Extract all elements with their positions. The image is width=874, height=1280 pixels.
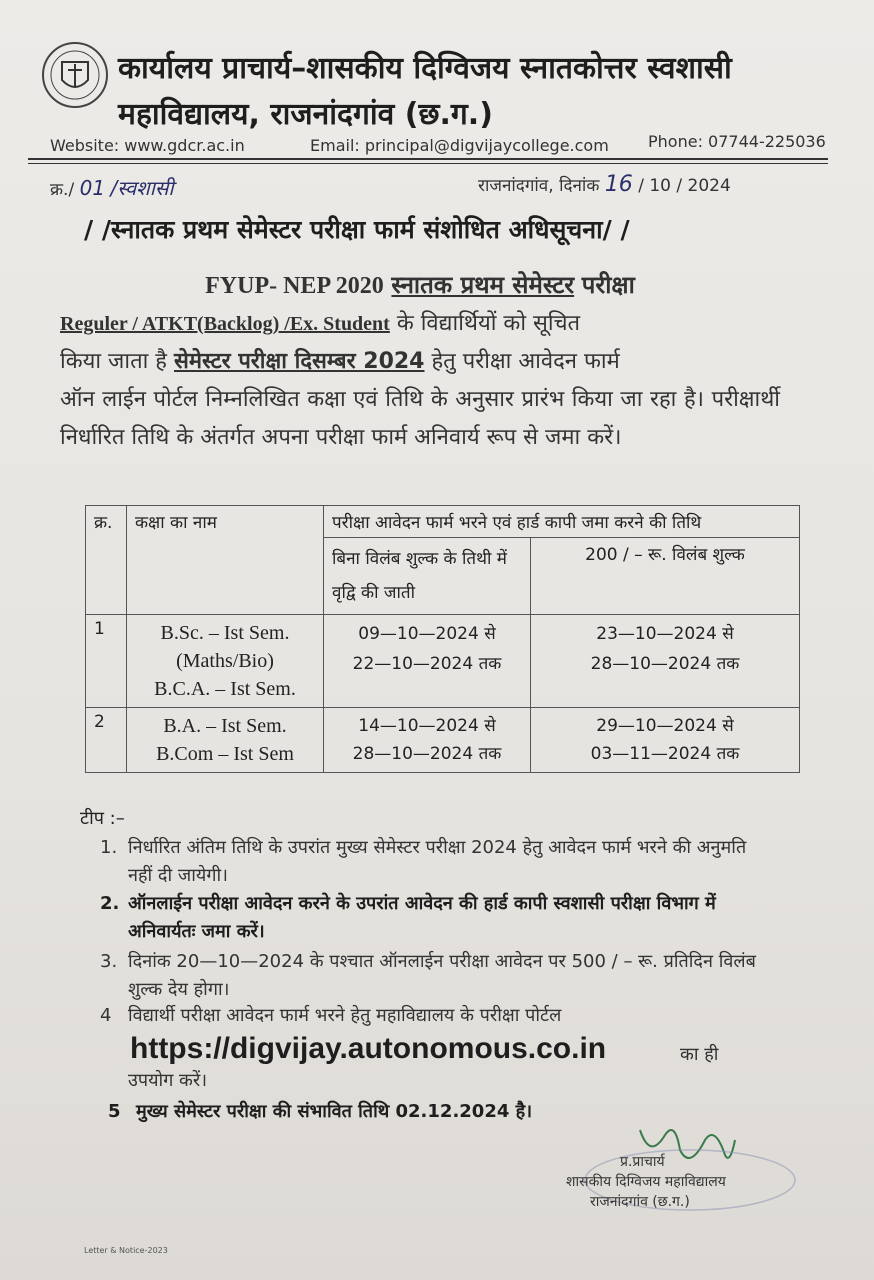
header-late-fee: 200 / – रू. विलंब शुल्क [531, 538, 800, 615]
row1-late-fee-from: 23—10—2024 से [596, 624, 734, 644]
tips-heading: टीप :– [80, 808, 125, 829]
row2-class-line: B.A. – Ist Sem. [163, 715, 287, 737]
tip-text: मुख्य सेमेस्टर परीक्षा की संभावित तिथि 02.12.2024 है। [136, 1101, 533, 1122]
row2-no-fee-to: 28—10—2024 तक [352, 744, 502, 764]
header-rule [28, 158, 828, 160]
row1-sno: 1 [86, 615, 127, 708]
row1-class-line: (Maths/Bio) [176, 650, 274, 672]
row2-sno: 2 [86, 708, 127, 773]
tip-item [100, 1002, 770, 1030]
row2-no-fee [324, 708, 531, 773]
office-title [118, 46, 838, 138]
tip-text: विद्यार्थी परीक्षा आवेदन फार्म भरने हेतु महाविद्यालय के परीक्षा पोर्टल [128, 1005, 562, 1026]
issue-date [478, 172, 731, 197]
header-dates: परीक्षा आवेदन फार्म भरने एवं हार्ड कापी जमा करने की तिथि [324, 506, 800, 538]
email-text: Email: principal@digvijaycollege.com [310, 136, 609, 155]
row2-late-fee-from: 29—10—2024 से [596, 716, 734, 736]
row1-no-fee-to: 22—10—2024 तक [352, 654, 502, 674]
table-row [86, 708, 800, 773]
tip-text: निर्धारित अंतिम तिथि के उपरांत मुख्य सेमेस्टर परीक्षा 2024 हेतु आवेदन फार्म भरने की अनुमति नहीं दी जायेगी। [128, 837, 747, 886]
tip-item [100, 890, 770, 946]
ref-prefix: क्र./ [50, 180, 75, 200]
row1-late-fee-to: 28—10—2024 तक [590, 654, 740, 674]
tip-number: 5 [108, 1101, 121, 1122]
row1-no-fee-from: 09—10—2024 से [358, 624, 496, 644]
body-program: FYUP- NEP 2020 [205, 273, 384, 299]
reference-number [50, 174, 174, 201]
row1-class-line: B.C.A. – Ist Sem. [154, 678, 296, 700]
college-emblem-icon [40, 40, 110, 110]
row2-late-fee-to: 03—11—2024 तक [590, 744, 740, 764]
header-class: कक्षा का नाम [127, 506, 324, 615]
phone-text: Phone: 07744-225036 [648, 132, 826, 151]
body-line1 [60, 266, 780, 305]
portal-tail: का ही [680, 1044, 719, 1065]
body-line3-tail: हेतु परीक्षा आवेदन फार्म [431, 349, 620, 374]
website-text: Website: www.gdcr.ac.in [50, 136, 245, 155]
body-line2-tail: के विद्यार्थियों को सूचित [396, 311, 581, 336]
body-line3-pre: किया जाता है [60, 349, 167, 374]
row2-class-line: B.Com – Ist Sem [156, 743, 294, 765]
row2-class [127, 708, 324, 773]
ref-number: 01 [79, 176, 106, 200]
body-student-types: Reguler / ATKT(Backlog) /Ex. Student [60, 313, 390, 335]
footer-note: Letter & Notice-2023 [84, 1246, 168, 1255]
office-title-line2: महाविद्यालय, राजनांदगांव (छ.ग.) [118, 97, 493, 132]
row1-no-fee [324, 615, 531, 708]
notice-title: / /स्नातक प्रथम सेमेस्टर परीक्षा फार्म संशोधित अधिसूचना/ / [84, 215, 630, 244]
body-rest: ऑन लाईन पोर्टल निम्नलिखित कक्षा एवं तिथि के अनुसार प्रारंभ किया जा रहा है। परीक्षार्थी निर्धारित तिथि के अंतर्गत अपना परीक्षा फार्म अनिवार्य रूप से जमा करें। [60, 387, 780, 450]
header-sno: क्र. [86, 506, 127, 615]
tip-number: 4 [100, 1005, 112, 1026]
tip-text: दिनांक 20—10—2024 के पश्चात ऑनलाईन परीक्षा आवेदन पर 500 / – रू. प्रतिदिन विलंब शुल्क देय होगा। [128, 951, 756, 1000]
portal-tail2: उपयोग करें। [128, 1070, 208, 1091]
date-day: 16 [604, 172, 633, 197]
tip-number: 1. [100, 837, 118, 858]
row2-no-fee-from: 14—10—2024 से [358, 716, 496, 736]
signature-designation: प्र.प्राचार्य [620, 1154, 665, 1170]
tip-number: 2. [100, 893, 120, 914]
row1-class [127, 615, 324, 708]
body-exam-session: सेमेस्टर परीक्षा दिसम्बर 2024 [173, 349, 425, 374]
table-row [86, 615, 800, 708]
office-title-line1: कार्यालय प्राचार्य–शासकीय दिग्विजय स्नातकोत्तर स्वशासी [118, 51, 732, 86]
body-exam: परीक्षा [581, 271, 635, 299]
tip-number: 3. [100, 951, 118, 972]
signature-city: राजनांदगांव (छ.ग.) [590, 1194, 690, 1210]
notice-body [60, 266, 780, 457]
header-no-fee: बिना विलंब शुल्क के तिथी में वृद्वि की जाती [324, 538, 531, 615]
row1-class-line: B.Sc. – Ist Sem. [160, 622, 290, 644]
row1-late-fee [531, 615, 800, 708]
portal-url[interactable]: https://digvijay.autonomous.co.in [130, 1032, 607, 1065]
tip-text: ऑनलाईन परीक्षा आवेदन करने के उपरांत आवेदन की हार्ड कापी स्वशासी परीक्षा विभाग में अनिवार्यतः जमा करें। [128, 893, 716, 942]
body-line3 [60, 343, 780, 381]
signature-college: शासकीय दिग्विजय महाविद्यालय [566, 1174, 726, 1190]
body-line2 [60, 305, 780, 343]
row2-late-fee [531, 708, 800, 773]
ref-suffix: /स्वशासी [110, 176, 174, 200]
tip-item [100, 834, 770, 890]
date-rest: / 10 / 2024 [638, 176, 731, 196]
table-header-row [86, 506, 800, 538]
body-semester: स्नातक प्रथम सेमेस्टर [391, 271, 575, 299]
header-rule-thin [28, 163, 828, 164]
tip-item [100, 948, 770, 1004]
schedule-table [85, 505, 800, 773]
date-prefix: राजनांदगांव, दिनांक [478, 176, 600, 196]
